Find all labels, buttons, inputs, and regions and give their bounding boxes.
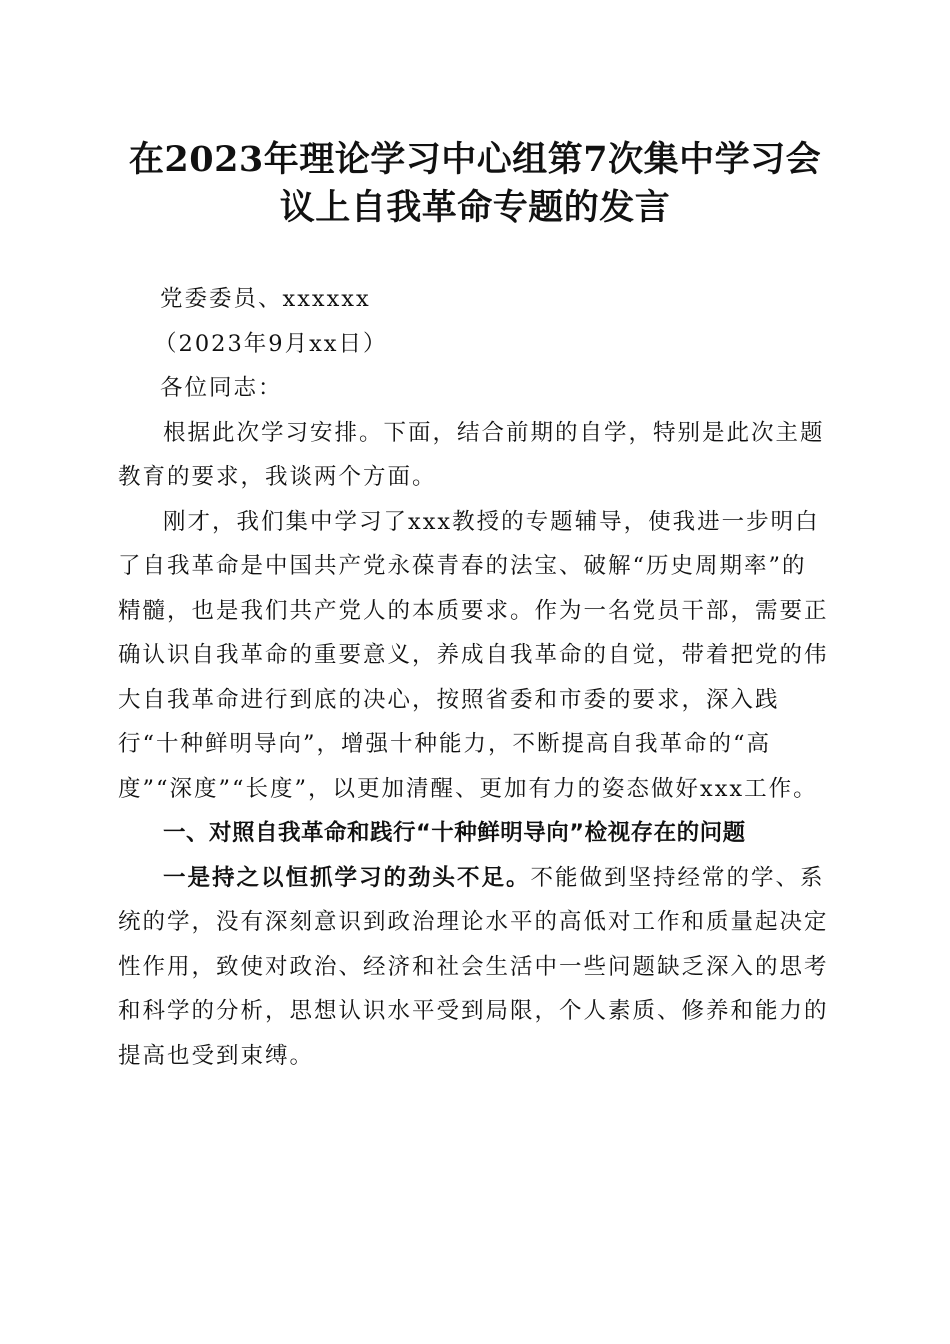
section-1-heading: 一、对照自我革命和践行“十种鲜明导向”检视存在的问题 [163,820,746,846]
speaker-line: 党委委员、xxxxxx [160,286,371,312]
salutation: 各位同志： [160,375,283,401]
point-1-body: 不能做到坚持经常的学、系统的学，没有深刻意识到政治理论水平的高低对工作和质量起决定性作用，致使对政治、经济和社会生活中一些问题缺乏深入的思考和科学的分析，思想认识水平受到局限，个人素质、修养和能力的提高也受到束缚。 [118,864,829,1069]
title-line-1: 在2023年理论学习中心组第7次集中学习会 [128,139,822,180]
point-1-paragraph [118,856,830,1079]
document-title [110,136,840,232]
paragraph-2: 刚才，我们集中学习了xxx教授的专题辅导，使我进一步明白了自我革命是中国共产党永葆青春的法宝、破解“历史周期率”的精髓，也是我们共产党人的本质要求。作为一名党员干部，需要正确认识自我革命的重要意义，养成自我革命的自觉，带着把党的伟大自我革命进行到底的决心，按照省委和市委的要求，深入践行“十种鲜明导向”，增强十种能力，不断提高自我革命的“高度”“深度”“长度”，以更加清醒、更加有力的姿态做好xxx工作。 [118,508,829,802]
date-line: （2023年9月xx日） [154,330,388,357]
point-1-lead: 一是持之以恒抓学习的劲头不足。 [163,864,531,891]
title-line-2: 议上自我革命专题的发言 [279,187,671,228]
document-body [118,277,830,1078]
paragraph-1: 根据此次学习安排。下面，结合前期的自学，特别是此次主题教育的要求，我谈两个方面。 [118,419,825,490]
